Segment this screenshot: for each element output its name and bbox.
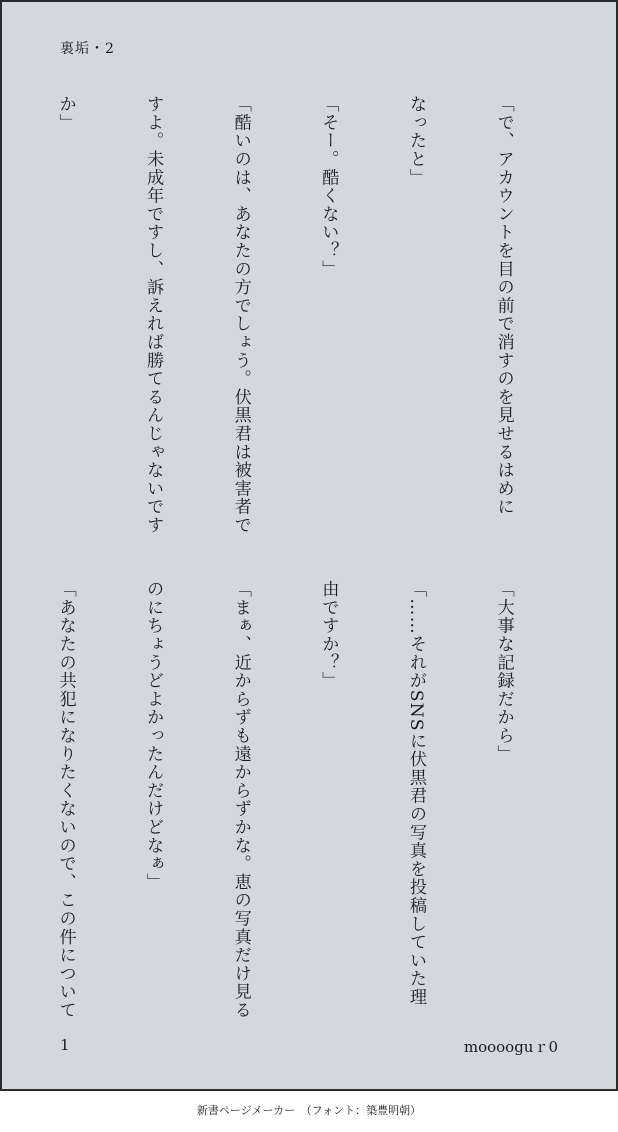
author-name: mooooguｒ0	[463, 1038, 558, 1056]
text-line: 「大事な記録だから」	[493, 580, 514, 763]
text-line: 「あなたの共犯になりたくないので、この件について	[55, 580, 76, 1020]
text-line: なったと」	[405, 95, 426, 187]
text-line: 「まぁ、近からずも遠からずかな。恵の写真だけ見る	[230, 580, 251, 1020]
text-line: 「酷いのは、あなたの方でしょう。伏黒君は被害者で	[230, 95, 251, 535]
text-block-top	[52, 95, 576, 540]
text-line: か」	[55, 95, 76, 132]
text-line: のにちょうどよかったんだけどなぁ」	[143, 580, 164, 892]
chapter-header: 裏垢・2	[60, 41, 115, 57]
text-line: 「……それがSNSに伏黒君の写真を投稿していた理	[405, 580, 426, 1007]
text-line: すよ。未成年ですし、訴えれば勝てるんじゃないです	[143, 95, 164, 535]
footer-credit: 新書ページメーカー （フォント：築豊明朝）	[196, 1104, 422, 1117]
text-line: 「そー。酷くない？」	[318, 95, 339, 278]
text-line: 由ですか？」	[318, 580, 339, 690]
text-block-bottom	[52, 580, 576, 1025]
page-number: 1	[60, 1036, 70, 1054]
text-line: 「で、アカウントを目の前で消すのを見せるはめに	[493, 95, 514, 516]
